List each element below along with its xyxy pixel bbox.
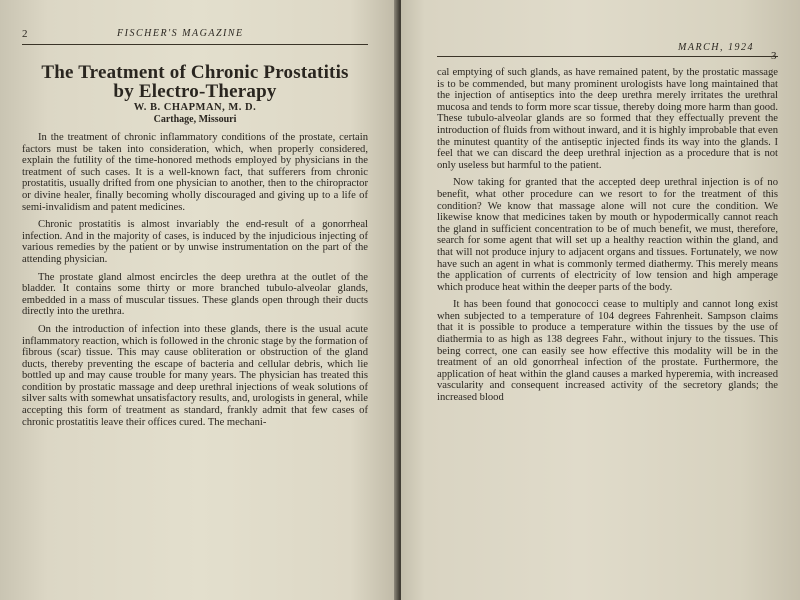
author-location: Carthage, Missouri <box>153 114 237 125</box>
left-page-number: 2 <box>22 28 29 40</box>
magazine-name: FISCHER'S MAGAZINE <box>117 28 244 39</box>
article-title-line-2: by Electro-Therapy <box>113 81 277 102</box>
paragraph: In the treatment of chronic inflammatory conditions of the prostate, certain factors must be taken into consideration, which, when properly considered, explain the futility of the time-honored methods employed by physicians in the treatment of such cases. It is a well-known fact, that sufferers from chronic prostatitis, usually drifted from one physician to another, then to the chiropractor or divine healer, finally becoming wholly discouraged and giving up to a life of semi-invalidism and patent medicines. <box>22 132 368 213</box>
paragraph: cal emptying of such glands, as have remained patent, by the prostatic massage is to be commended, but many prominent urologists have long maintained that the injection of antiseptics into the deep urethra merely irritates the urethral mucosa and tends to form more scar tissue, thereby doing more harm than good. These tubulo-alveolar glands are so formed that they effectually prevent the introduction of fluids from without inward, and it is highly improbable that even the minutest quantity of the antiseptic injected finds its way into the glands. I feel that we can discard the deep urethral injection as a procedure that is not only useless but harmful to the patient. <box>437 67 779 171</box>
right-body-text <box>437 67 778 404</box>
right-page <box>401 0 800 600</box>
paragraph: On the introduction of infection into these glands, there is the usual acute inflammatory reaction, which is followed in the chronic stage by the formation of fibrous (scar) tissue. This may cause obliteration or obstruction of the gland ducts, thereby preventing the escape of bacteria and cellular debris, which lie bottled up and may cause trouble for many years. The physician has treated this condition by prostatic massage and deep urethral injections of weak solutions of silver salts with somewhat unsatisfactory results, and, urologists in general, while accepting this form of treatment as standard, frankly admit that few cases of chronic prostatitis leave their offices cured. The mechani- <box>22 323 368 428</box>
paragraph: Chronic prostatitis is almost invariably the end-result of a gonorrheal infection. And in the majority of cases, is induced by the injudicious injecting of various remedies by the patient or by unwise instrumentation on the part of the attending physician. <box>22 219 368 265</box>
left-page <box>0 0 398 600</box>
left-body-text <box>22 132 368 428</box>
right-page-number: 3 <box>771 50 778 62</box>
paragraph: Now taking for granted that the accepted deep urethral injection is of no benefit, what other procedure can we resort to for the treatment of this condition? We know that massage alone will not cure the condition. We likewise know that medicines taken by mouth or hypodermically cannot reach the gland in sufficient concentration to be of much benefit, we must, therefore, search for some agent that will set up a healthy reaction within the gland, and that will not produce injury to adjacent organs and tissues. Fortunately, we now have such an agent in what is commonly termed diathermy. This merely means the application of currents of electricity of low tension and high amperage which produce heat within the deeper parts of the body. <box>437 177 778 293</box>
right-running-head <box>437 40 778 62</box>
paragraph: It has been found that gonococci cease to multiply and cannot long exist when subjected to a temperature of 104 degrees Fahrenheit. Sampson claims that it is possible to produce a temperature within the tissues by the use of diathermia to as high as 138 degrees Fahr., without injury to the tissues. This being correct, one can easily see how effective this modality will be in the treatment of an old gonorrheal infection of the prostate. Furthermore, the application of heat within the gland causes a marked hyperemia, with increased vascularity and consequent increased activity of the secretory glands; the increased blood <box>437 299 778 404</box>
left-running-head <box>22 28 368 45</box>
article-title-line-1: The Treatment of Chronic Prostatitis <box>41 62 349 83</box>
paragraph: The prostate gland almost encircles the deep urethra at the outlet of the bladder. It contains some thirty or more branched tubulo-alveolar glands, embedded in a mass of muscular tissues. These glands open through their ducts directly into the urethra. <box>22 271 368 318</box>
issue-date: MARCH, 1924 <box>678 42 754 53</box>
article-title <box>22 63 368 101</box>
author-byline: W. B. CHAPMAN, M. D. <box>133 102 257 113</box>
